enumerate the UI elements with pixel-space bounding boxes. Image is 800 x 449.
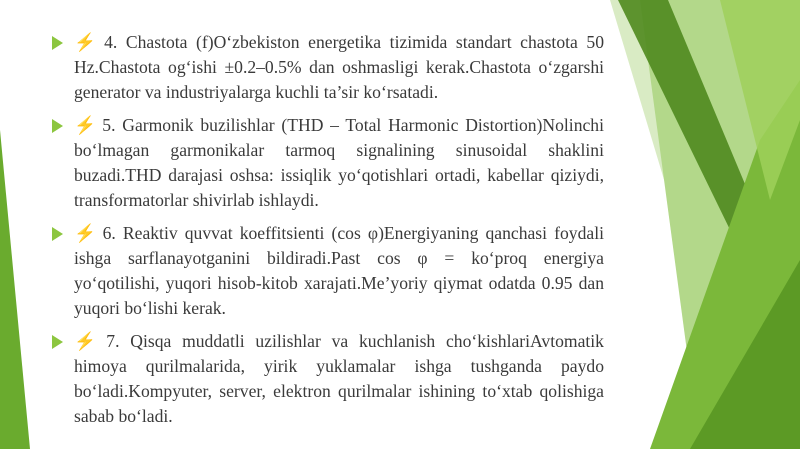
- triangle-bullet-icon: [52, 227, 63, 241]
- triangle-bullet-icon: [52, 119, 63, 133]
- triangle-bullet-icon: [52, 36, 63, 50]
- item-text: 7. Qisqa muddatli uzilishlar va kuchlanish cho‘kishlariAvtomatik himoya qurilmalarida, yirik yuklamalar ishga tushganda paydo bo‘ladi.Kompyuter, server, elektron qurilmalar ishining to‘xtab qolishiga sabab bo‘ladi.: [74, 331, 604, 426]
- item-text: 4. Chastota (f)O‘zbekiston energetika tizimida standart chastota 50 Hz.Chastota og‘ishi ±0.2–0.5% dan oshmasligi kerak.Chastota o‘zgarshi generator va industriyalarga kuchli ta’sir ko‘rsatadi.: [74, 32, 604, 102]
- triangle-bullet-icon: [52, 335, 63, 349]
- item-text: 6. Reaktiv quvvat koeffitsienti (cos φ)Energiyaning qanchasi foydali ishga sarflanayotganini bildiradi.Past cos φ = ko‘proq energiya yo‘qotilishi, yuqori hisob-kitob xarajati.Me’yoriy qiymat odatda 0.95 dan yuqori bo‘lishi kerak.: [74, 223, 604, 318]
- item-text: 5. Garmonik buzilishlar (THD – Total Harmonic Distortion)Nolinchi bo‘lmagan garmonikalar tarmoq signalining sinusoidal shaklini buzadi.THD darajasi oshsa: issiqlik yo‘qotishlari ortadi, kabellar qiziydi, transformatorlar shivirlab ishlaydi.: [74, 115, 604, 210]
- list-item: [48, 113, 604, 213]
- slide-content: [48, 30, 604, 437]
- list-item: [48, 221, 604, 321]
- left-green-sliver: [0, 130, 30, 449]
- lightning-icon: ⚡: [74, 223, 99, 243]
- list-item: [48, 30, 604, 105]
- lightning-icon: ⚡: [74, 331, 103, 351]
- lightning-icon: ⚡: [74, 115, 99, 135]
- lightning-icon: ⚡: [74, 32, 101, 52]
- list-item: [48, 329, 604, 429]
